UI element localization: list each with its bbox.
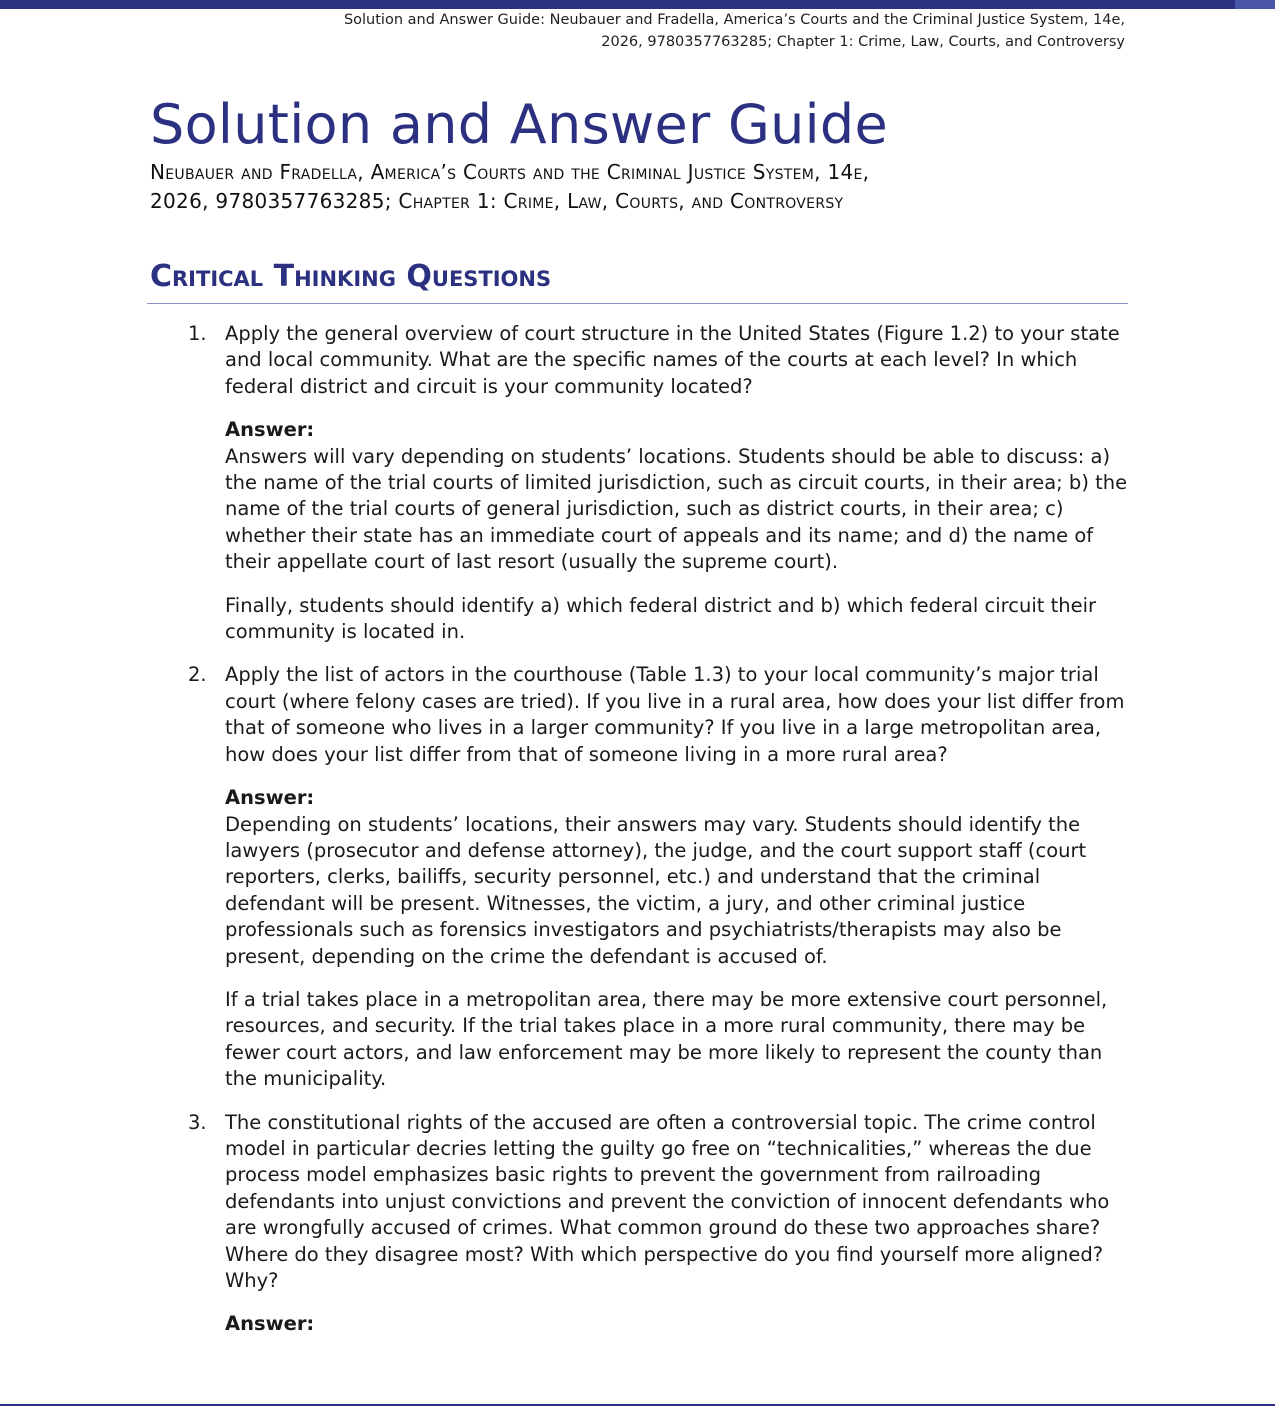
answer-paragraph: Finally, students should identify a) which federal district and b) which federal circuit their community is located in.	[225, 593, 1097, 644]
question-item-3	[150, 1110, 1130, 1338]
answer-label: Answer:	[225, 418, 315, 442]
question-number: 1.	[188, 322, 207, 345]
subtitle-line-1: Neubauer and Fradella, America’s Courts and the Criminal Justice System, 14e,	[150, 160, 870, 184]
answer-paragraph: If a trial takes place in a metropolitan area, there may be more extensive court personnel, resources, and security. If the trial takes place in a more rural community, there may be fewer court actors, and law enforcement may be more likely to represent the county than the municipality.	[225, 987, 1108, 1091]
question-text: Apply the list of actors in the courthouse (Table 1.3) to your local community’s major trial court (where felony cases are tried). If you live in a rural area, how does your list differ from that of someone who lives in a larger community? If you live in a large metropolitan area, how does your list differ from that of someone living in a more rural area?	[225, 663, 1125, 766]
document-title: Solution and Answer Guide	[150, 93, 889, 156]
question-item-2	[150, 662, 1130, 1092]
question-item-1	[150, 321, 1130, 645]
bottom-rule	[0, 1404, 1275, 1406]
section-heading: Critical Thinking Questions	[150, 259, 552, 294]
top-accent-bar	[0, 0, 1275, 9]
answer-paragraph: Answers will vary depending on students’ locations. Students should be able to discuss: a) the name of the trial courts of limited jurisdiction, such as circuit courts, in their area; b) the name of the trial courts of general jurisdiction, such as district courts, in their area; c) whether their state has an immediate court of appeals and its name; and d) the name of their appellate court of last resort (usually the supreme court).	[225, 444, 1128, 574]
answer-label: Answer:	[225, 1312, 315, 1336]
document-subtitle	[150, 158, 1150, 216]
running-header-line-1: Solution and Answer Guide: Neubauer and Fradella, America’s Courts and the Criminal Justice System, 14e,	[343, 12, 1125, 28]
section-divider	[147, 303, 1128, 304]
question-text: Apply the general overview of court structure in the United States (Figure 1.2) to your state and local community. What are the specific names of the courts at each level? In which federal district and circuit is your community located?	[225, 322, 1120, 398]
question-number: 3.	[188, 1110, 207, 1134]
running-header-line-2: 2026, 9780357763285; Chapter 1: Crime, Law, Courts, and Controversy	[601, 34, 1125, 50]
running-header	[145, 9, 1125, 53]
top-accent-bar-end	[1235, 0, 1275, 9]
question-number: 2.	[188, 663, 207, 687]
question-text: The constitutional rights of the accused are often a controversial topic. The crime control model in particular decries letting the guilty go free on “technicalities,” whereas the due process model emphasizes basic rights to prevent the government from railroading defendants into unjust convictions and prevent the conviction of innocent defendants who are wrongfully accused of crimes. What common ground do these two approaches share? Where do they disagree most? With which perspective do you find yourself more aligned? Why?	[225, 1110, 1110, 1292]
subtitle-line-2: 2026, 9780357763285; Chapter 1: Crime, Law, Courts, and Controversy	[150, 189, 844, 213]
answer-paragraph: Depending on students’ locations, their answers may vary. Students should identify the lawyers (prosecutor and defense attorney), the judge, and the court support staff (court reporters, clerks, bailiffs, security personnel, etc.) and understand that the criminal defendant will be present. Witnesses, the victim, a jury, and other criminal justice professionals such as forensics investigators and psychiatrists/therapists may also be present, depending on the crime the defendant is accused of.	[225, 812, 1087, 968]
question-list	[150, 321, 1130, 1355]
answer-label: Answer:	[225, 786, 315, 810]
